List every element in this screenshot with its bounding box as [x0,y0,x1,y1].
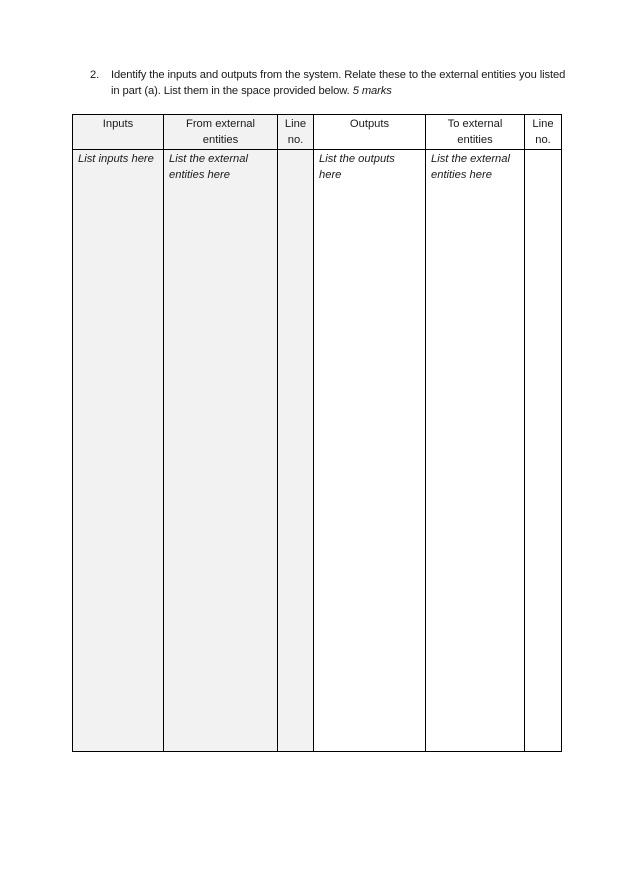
question-text: Identify the inputs and outputs from the system. Relate these to the external entities you listed in part (a). List them in the space provided below. [111,69,566,97]
header-to-external-entities: To external entities [426,115,525,150]
inputs-outputs-table [72,114,562,752]
header-inputs: Inputs [73,115,164,150]
header-outputs: Outputs [314,115,426,150]
header-output-line-no: Line no. [525,115,562,150]
header-input-line-no: Line no. [278,115,314,150]
cell-to-external-entities[interactable]: List the external entities here [426,150,525,752]
question-number: 2. [90,69,100,81]
cell-inputs[interactable]: List inputs here [73,150,164,752]
question-text-wrapper [111,67,570,99]
cell-from-external-entities[interactable]: List the external entities here [164,150,278,752]
cell-input-line-no[interactable] [278,150,314,752]
question-block [90,67,570,99]
question-marks: 5 marks [352,85,392,97]
table-row [73,150,562,752]
table-header-row [73,115,562,150]
cell-outputs[interactable]: List the outputs here [314,150,426,752]
cell-output-line-no[interactable] [525,150,562,752]
header-from-external-entities: From external entities [164,115,278,150]
